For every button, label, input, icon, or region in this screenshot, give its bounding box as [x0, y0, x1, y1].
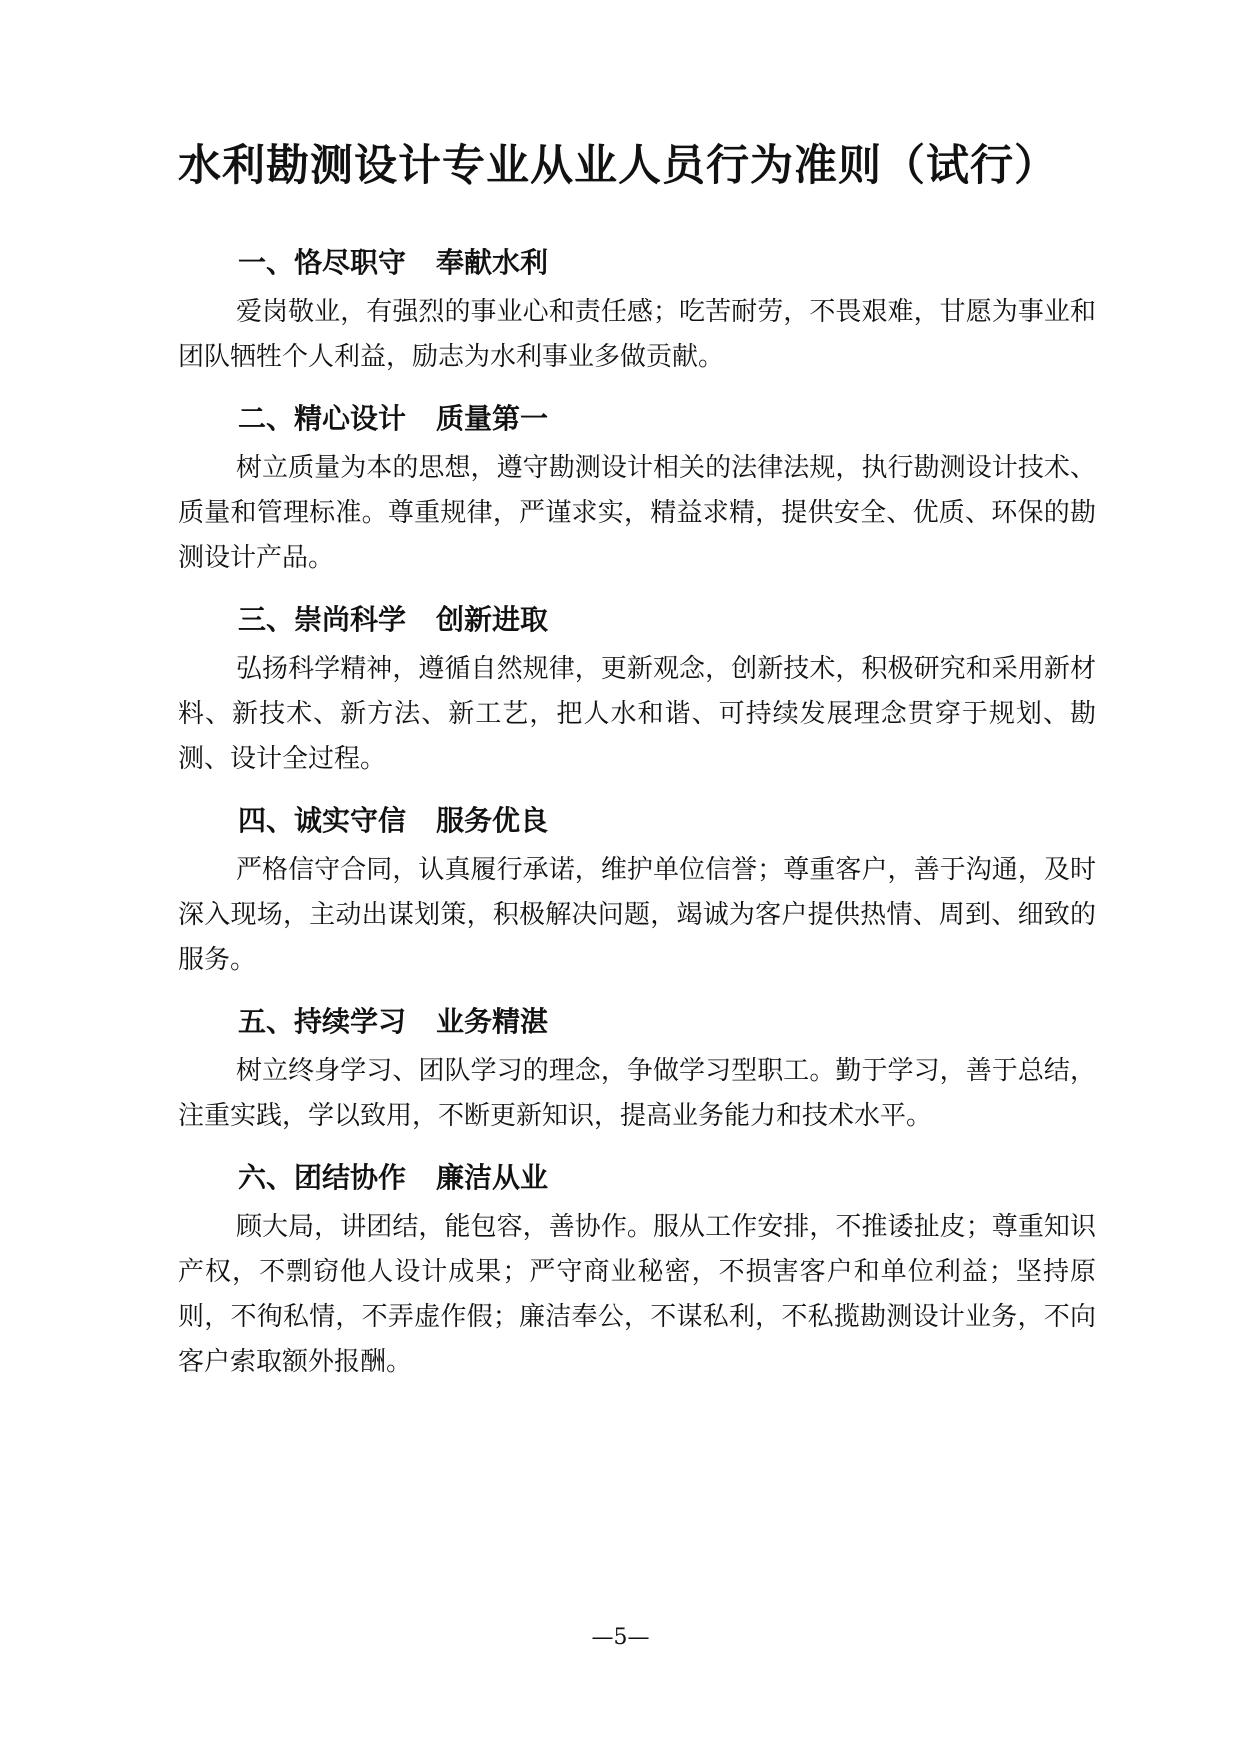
section-body: 爱岗敬业，有强烈的事业心和责任感；吃苦耐劳，不畏艰难，甘愿为事业和团队牺牲个人利益，励志为水利事业多做贡献。: [178, 297, 1096, 372]
section-heading-part-a: 团结协作: [294, 1161, 407, 1194]
section-heading-part-a: 崇尚科学: [294, 603, 407, 636]
section-heading-part-a: 精心设计: [294, 402, 407, 435]
section-body: 树立质量为本的思想，遵守勘测设计相关的法律法规，执行勘测设计技术、质量和管理标准。尊重规律，严谨求实，精益求精，提供安全、优质、环保的勘测设计产品。: [178, 453, 1096, 573]
section-heading-part-b: 质量第一: [436, 402, 549, 435]
section-body: 弘扬科学精神，遵循自然规律，更新观念，创新技术，积极研究和采用新材料、新技术、新方法、新工艺，把人水和谐、可持续发展理念贯穿于规划、勘测、设计全过程。: [178, 654, 1096, 774]
section-heading-part-b: 奉献水利: [436, 246, 549, 279]
section-body: 顾大局，讲团结，能包容，善协作。服从工作安排，不推诿扯皮；尊重知识产权，不剽窃他人设计成果；严守商业秘密，不损害客户和单位利益；坚持原则，不徇私情，不弄虚作假；廉洁奉公，不谋私利，不私揽勘测设计业务，不向客户索取额外报酬。: [178, 1212, 1096, 1377]
section-number: 二、: [238, 402, 295, 435]
section-number: 四、: [238, 804, 295, 837]
section-heading: [178, 995, 1096, 1049]
document-content: [178, 236, 1096, 1397]
section-heading-part-b: 创新进取: [436, 603, 549, 636]
section-body: 严格信守合同，认真履行承诺，维护单位信誉；尊重客户，善于沟通，及时深入现场，主动出谋划策，积极解决问题，竭诚为客户提供热情、周到、细致的服务。: [178, 855, 1096, 975]
document-title: 水利勘测设计专业从业人员行为准则（试行）: [178, 141, 1058, 191]
section-4: [178, 794, 1096, 983]
section-body: 树立终身学习、团队学习的理念，争做学习型职工。勤于学习，善于总结，注重实践，学以致用，不断更新知识，提高业务能力和技术水平。: [178, 1056, 1096, 1131]
section-5: [178, 995, 1096, 1139]
section-2: [178, 392, 1096, 581]
section-heading-part-b: 服务优良: [436, 804, 549, 837]
section-1: [178, 236, 1096, 380]
section-heading-part-b: 廉洁从业: [436, 1161, 549, 1194]
section-heading-part-a: 恪尽职守: [294, 246, 407, 279]
section-number: 三、: [238, 603, 295, 636]
section-number: 六、: [238, 1161, 295, 1194]
section-heading: [178, 1151, 1096, 1205]
section-number: 一、: [238, 246, 295, 279]
section-number: 五、: [238, 1005, 295, 1038]
section-heading-part-a: 持续学习: [294, 1005, 407, 1038]
section-heading: [178, 236, 1096, 290]
section-heading-part-a: 诚实守信: [294, 804, 407, 837]
section-heading: [178, 593, 1096, 647]
section-heading: [178, 794, 1096, 848]
section-heading-part-b: 业务精湛: [436, 1005, 549, 1038]
page-number: —5—: [591, 1625, 650, 1650]
section-heading: [178, 392, 1096, 446]
section-3: [178, 593, 1096, 782]
section-6: [178, 1151, 1096, 1385]
